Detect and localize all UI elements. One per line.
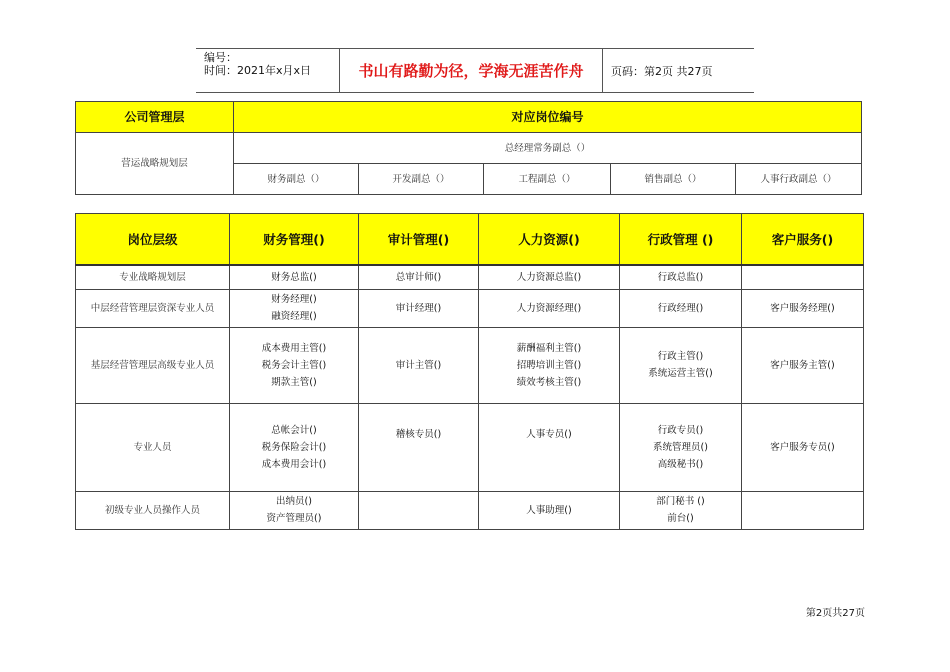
- header-finance: 财务管理(): [230, 214, 359, 266]
- position-title: 客户服务经理(): [770, 302, 835, 314]
- position-title: 招聘培训主管(): [516, 359, 582, 371]
- position-title: 人事助理(): [526, 504, 572, 516]
- position-title: 税务会计主管(): [261, 359, 327, 371]
- position-title: 行政经理(): [657, 302, 704, 314]
- position-cell: [230, 327, 359, 403]
- deputy-cell: 销售副总（）: [611, 164, 736, 195]
- position-cell: [479, 491, 620, 529]
- table-row: [76, 289, 864, 327]
- footer-page: 第2页共27页: [805, 608, 865, 619]
- position-cell: [479, 327, 620, 403]
- position-title: 客户服务专员(): [770, 441, 835, 453]
- position-title: 期款主管(): [271, 376, 317, 388]
- position-title: 人力资源总监(): [516, 271, 582, 283]
- position-cell: [742, 289, 864, 327]
- position-cell: [620, 491, 742, 529]
- position-cell: [359, 289, 479, 327]
- org-header-right: 对应岗位编号: [234, 102, 862, 133]
- position-cell: [359, 491, 479, 529]
- position-cell: [230, 491, 359, 529]
- position-title: 出纳员(): [276, 496, 312, 507]
- position-title: 行政总监(): [657, 271, 704, 283]
- row-level-label: 中层经营管理层资深专业人员: [76, 289, 230, 327]
- position-title: 资产管理员(): [266, 513, 322, 524]
- position-cell: [479, 265, 620, 289]
- general-manager-cell: 总经理常务副总（）: [234, 133, 862, 164]
- position-title: 成本费用会计(): [261, 458, 327, 470]
- org-row-label: 营运战略规划层: [76, 133, 234, 195]
- deputy-cell: 工程副总（）: [484, 164, 611, 195]
- row-level-label: 基层经营管理层高级专业人员: [76, 327, 230, 403]
- deputy-cell: 财务副总（）: [234, 164, 359, 195]
- header-level: 岗位层级: [76, 214, 230, 266]
- header-hr: 人力资源(): [479, 214, 620, 266]
- motto: 书山有路勤为径，学海无涯苦作舟: [340, 49, 603, 92]
- position-cell: [742, 403, 864, 491]
- table-row: [76, 491, 864, 529]
- position-title: 融资经理(): [271, 311, 317, 322]
- position-title: 成本费用主管(): [261, 342, 327, 354]
- position-cell: [479, 289, 620, 327]
- position-title: 前台(): [667, 513, 694, 524]
- header-audit: 审计管理(): [359, 214, 479, 266]
- header-customer-service: 客户服务(): [742, 214, 864, 266]
- position-cell: [230, 289, 359, 327]
- deputy-cell: 开发副总（）: [359, 164, 484, 195]
- position-title: 薪酬福利主管(): [516, 342, 582, 354]
- position-title: 绩效考核主管(): [516, 376, 582, 388]
- deputy-cell: 人事行政副总（）: [736, 164, 862, 195]
- position-cell: [479, 403, 620, 491]
- position-cell: [620, 327, 742, 403]
- position-title: 税务保险会计(): [261, 441, 327, 453]
- position-cell: [742, 265, 864, 289]
- position-cell: [359, 403, 479, 491]
- position-title: 人事专员(): [526, 428, 572, 440]
- position-cell: [620, 403, 742, 491]
- position-title: 客户服务主管(): [770, 359, 835, 371]
- position-cell: [620, 289, 742, 327]
- position-table: [75, 213, 864, 530]
- position-title: 高级秘书(): [657, 458, 704, 470]
- position-cell: [359, 327, 479, 403]
- header-admin: 行政管理 (): [620, 214, 742, 266]
- position-cell: [620, 265, 742, 289]
- table-row: [76, 403, 864, 491]
- code-label: 编号：: [204, 51, 237, 64]
- org-table: [75, 101, 862, 195]
- position-title: 审计经理(): [395, 302, 442, 314]
- position-cell: [742, 327, 864, 403]
- position-title: 行政专员(): [657, 424, 704, 436]
- position-cell: [742, 491, 864, 529]
- position-cell: [359, 265, 479, 289]
- table-row: [76, 265, 864, 289]
- position-cell: [230, 265, 359, 289]
- position-title: 稽核专员(): [395, 428, 442, 440]
- table-row: [76, 327, 864, 403]
- row-level-label: 专业人员: [76, 403, 230, 491]
- row-level-label: 专业战略规划层: [76, 265, 230, 289]
- org-header-left: 公司管理层: [76, 102, 234, 133]
- position-title: 审计主管(): [395, 359, 442, 371]
- position-title: 总审计师(): [395, 271, 442, 283]
- position-title: 部门秘书 (): [656, 496, 705, 507]
- position-title: 财务总监(): [271, 271, 317, 283]
- position-title: 总帐会计(): [271, 424, 317, 436]
- row-level-label: 初级专业人员操作人员: [76, 491, 230, 529]
- position-body: [76, 265, 864, 529]
- position-title: 行政主管(): [657, 351, 704, 362]
- position-title: 系统运营主管(): [648, 368, 713, 379]
- date-label: 时间：2021年x月x日: [204, 64, 312, 77]
- position-cell: [230, 403, 359, 491]
- position-header-row: [76, 214, 864, 266]
- position-title: 财务经理(): [271, 294, 317, 305]
- header-meta: [196, 49, 340, 92]
- position-title: 人力资源经理(): [516, 302, 582, 314]
- page-header: [196, 48, 754, 93]
- position-title: 系统管理员(): [653, 441, 708, 453]
- page-label: 页码：第2页 共27页: [611, 64, 713, 78]
